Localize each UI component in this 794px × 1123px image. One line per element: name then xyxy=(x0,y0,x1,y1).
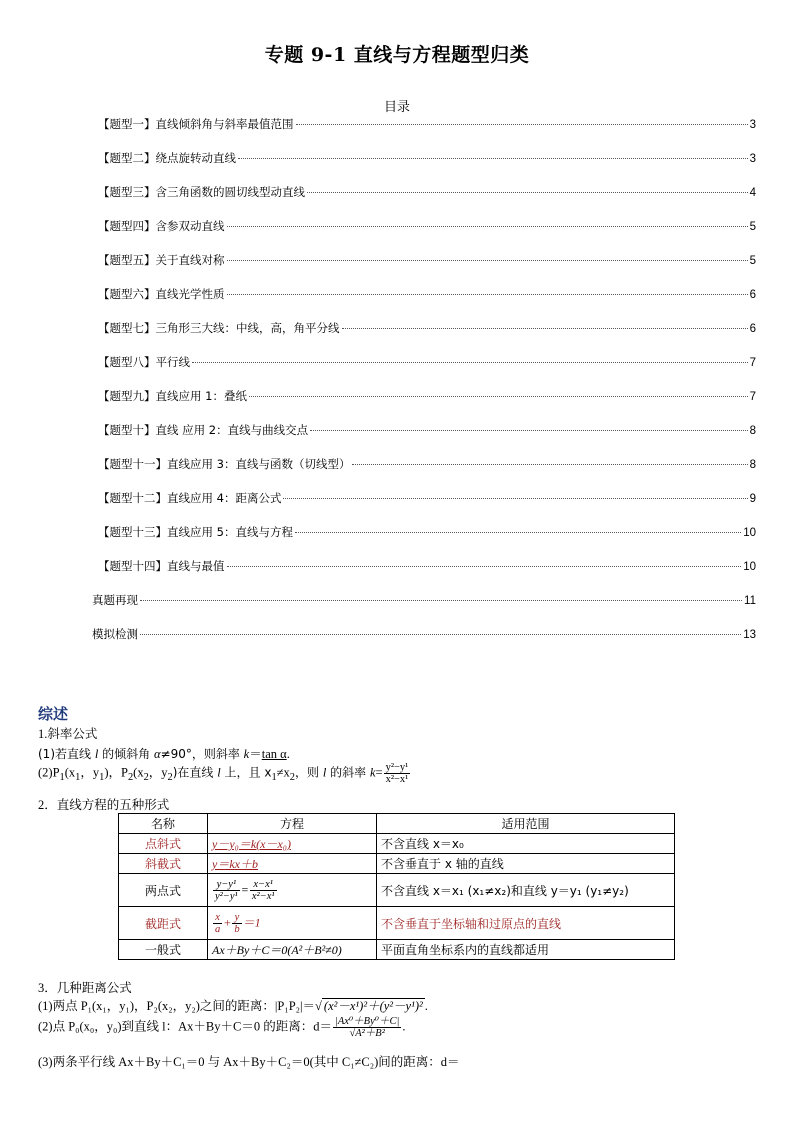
toc-item-page: 13 xyxy=(743,629,756,641)
toc-item-page: 3 xyxy=(749,153,756,165)
form-name: 一般式 xyxy=(119,940,208,960)
toc-item[interactable] xyxy=(98,150,756,168)
line-forms-table xyxy=(118,813,675,960)
toc-item-label: 【题型二】绕点旋转动直线 xyxy=(98,151,236,165)
toc-leader-dots xyxy=(227,566,742,567)
table-header: 名称 xyxy=(119,814,208,834)
toc-leader-dots xyxy=(238,158,748,159)
toc-item-page: 10 xyxy=(743,527,756,539)
table-header: 适用范围 xyxy=(377,814,675,834)
table-row xyxy=(119,854,675,874)
toc-item[interactable] xyxy=(98,456,756,474)
form-formula: y＝kx＋b xyxy=(208,854,377,874)
toc-title: 目录 xyxy=(383,100,410,115)
toc-item[interactable] xyxy=(98,524,756,542)
table-header: 方程 xyxy=(208,814,377,834)
toc-item-label: 【题型十一】直线应用 3：直线与函数（切线型） xyxy=(98,457,351,471)
toc-item[interactable] xyxy=(98,320,756,338)
toc-item-label: 【题型八】平行线 xyxy=(98,355,190,369)
toc-item-label: 【题型十二】直线应用 4：距离公式 xyxy=(98,491,282,505)
toc-item-label: 【题型七】三角形三大线：中线，高，角平分线 xyxy=(98,321,340,335)
toc-leader-dots xyxy=(140,600,742,601)
slope-formula-title: 1.斜率公式 xyxy=(38,727,98,741)
form-name: 两点式 xyxy=(119,874,208,907)
toc-item[interactable] xyxy=(98,252,756,270)
toc-item[interactable] xyxy=(98,116,756,134)
table-row xyxy=(119,834,675,854)
toc-item-page: 10 xyxy=(743,561,756,573)
toc-item-label: 【题型十三】直线应用 5：直线与方程 xyxy=(98,525,293,539)
slope-fraction: $\frac{\text{y²−y¹}}{\text{x²−x¹}}$ xyxy=(385,762,409,785)
toc-item-page: 3 xyxy=(749,119,756,131)
table-row xyxy=(119,907,675,940)
toc-item-label: 【题型六】直线光学性质 xyxy=(98,287,225,301)
toc-item-page: 5 xyxy=(749,255,756,267)
form-scope: 不含直线 x＝x₁ (x₁≠x₂)和直线 y＝y₁ (y₁≠y₂) xyxy=(377,874,675,907)
toc-leader-dots xyxy=(227,226,748,227)
distance-formula-2: (2)点 P₀(x₀，y₀)到直线 l：Ax＋By＋C＝0 的距离：d＝ $\frac{\text{|Ax⁰＋By⁰＋C|}}{\text{√A²＋B²}}$ . xyxy=(38,1016,406,1039)
form-formula: Ax＋By＋C＝0(A²＋B²≠0) xyxy=(208,940,377,960)
table-header-row xyxy=(119,814,675,834)
toc-item-page: 9 xyxy=(749,493,756,505)
toc-leader-dots xyxy=(140,634,741,635)
toc-leader-dots xyxy=(342,328,748,329)
distance-formulas-title: 3．几种距离公式 xyxy=(38,981,132,995)
toc-item-label: 【题型十】直线 应用 2：直线与曲线交点 xyxy=(98,423,309,437)
form-scope: 不含垂直于坐标轴和过原点的直线 xyxy=(377,907,675,940)
form-formula: $\frac{x}{a}$ + $\frac{y}{b}$ ＝1 xyxy=(208,907,377,940)
distance-formula-1: (1)两点 P₁(x₁，y₁)，P₂(x₂，y₂)之间的距离：|P₁P₂|＝√ (x²－x¹)²＋(y²－y¹)² . xyxy=(38,999,428,1013)
toc-leader-dots xyxy=(249,396,748,397)
toc-item-label: 【题型四】含参双动直线 xyxy=(98,219,225,233)
form-formula: y－y₀＝k(x－x₀) xyxy=(208,834,377,854)
toc-leader-dots xyxy=(192,362,748,363)
toc-item-page: 8 xyxy=(749,459,756,471)
toc-item-label: 【题型三】含三角函数的圆切线型动直线 xyxy=(98,185,305,199)
toc-item[interactable] xyxy=(98,422,756,440)
toc-leader-dots xyxy=(296,124,748,125)
toc-leader-dots xyxy=(227,294,748,295)
toc-leader-dots xyxy=(352,464,747,465)
table-row xyxy=(119,874,675,907)
form-scope: 不含垂直于 x 轴的直线 xyxy=(377,854,675,874)
form-name: 截距式 xyxy=(119,907,208,940)
toc-item[interactable] xyxy=(98,286,756,304)
toc-item[interactable] xyxy=(98,354,756,372)
toc-leader-dots xyxy=(295,532,741,533)
form-name: 斜截式 xyxy=(119,854,208,874)
toc-item-page: 4 xyxy=(749,187,756,199)
toc-item-page: 7 xyxy=(749,391,756,403)
line-forms-title: 2．直线方程的五种形式 xyxy=(38,798,170,812)
toc-item[interactable] xyxy=(98,558,756,576)
summary-heading: 综述 xyxy=(38,705,69,723)
toc-item-label: 模拟检测 xyxy=(92,627,138,641)
form-scope: 不含直线 x＝x₀ xyxy=(377,834,675,854)
toc-item-page: 11 xyxy=(744,595,756,607)
toc-item[interactable] xyxy=(98,490,756,508)
toc-item-page: 5 xyxy=(749,221,756,233)
toc-item-label: 真题再现 xyxy=(92,593,138,607)
toc-leader-dots xyxy=(227,260,748,261)
toc-item-page: 6 xyxy=(749,323,756,335)
toc-item[interactable] xyxy=(98,388,756,406)
toc-item-label: 【题型一】直线倾斜角与斜率最值范围 xyxy=(98,117,294,131)
slope-formula-line-1: (1)若直线 l 的倾斜角 α≠90°，则斜率 k＝tan α. xyxy=(38,747,290,761)
toc-item[interactable] xyxy=(98,218,756,236)
table-row xyxy=(119,940,675,960)
toc-item-page: 8 xyxy=(749,425,756,437)
toc-leader-dots xyxy=(310,430,747,431)
toc-item-label: 【题型九】直线应用 1：叠纸 xyxy=(98,389,247,403)
toc-item-page: 6 xyxy=(749,289,756,301)
distance-formula-3: (3)两条平行线 Ax＋By＋C₁＝0 与 Ax＋By＋C₂＝0(其中 C₁≠C₂)间的距离：d＝ xyxy=(38,1055,460,1069)
toc-item[interactable] xyxy=(92,626,756,644)
toc-leader-dots xyxy=(307,192,748,193)
form-name: 点斜式 xyxy=(119,834,208,854)
toc-item-page: 7 xyxy=(749,357,756,369)
toc-item[interactable] xyxy=(98,184,756,202)
toc-item-label: 【题型十四】直线与最值 xyxy=(98,559,225,573)
toc-item-label: 【题型五】关于直线对称 xyxy=(98,253,225,267)
form-formula: $\frac{\text{y−y¹}}{\text{y²−y¹}}$ = $\frac{\text{x−x¹}}{\text{x²−x¹}}$ xyxy=(208,874,377,907)
toc-leader-dots xyxy=(283,498,747,499)
form-scope: 平面直角坐标系内的直线都适用 xyxy=(377,940,675,960)
toc-item[interactable] xyxy=(92,592,756,610)
slope-formula-line-2: $(2)P_1(x_1$，$y_1$)，$P_2(x_2$，$y_2$)在直线 l 上，且 $x_1\ne x_2$，则 l 的斜率 k= $\frac{\text{y²−y¹}}{\text{x²−x¹}}$ xyxy=(38,762,409,785)
document-title: 专题 9-1 直线与方程题型归类 xyxy=(264,44,530,66)
